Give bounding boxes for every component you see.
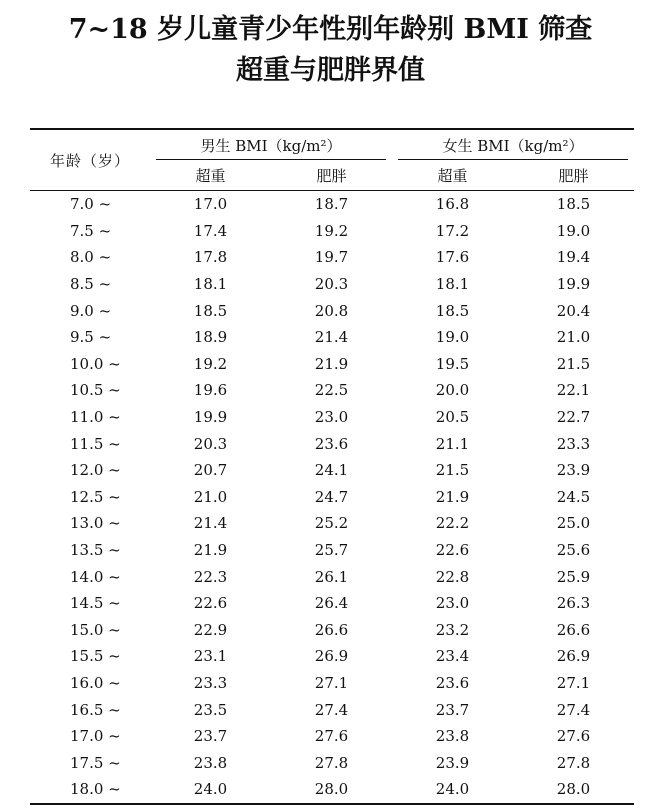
- male-overweight-cell: 18.1: [193, 275, 228, 294]
- male-obese-cell: 20.8: [314, 301, 349, 320]
- male-obese-cell: 25.7: [314, 541, 349, 560]
- male-overweight-cell: 21.4: [193, 514, 228, 533]
- table-row: [30, 191, 634, 218]
- male-overweight-cell: 17.4: [193, 221, 228, 240]
- female-overweight-cell: 17.2: [435, 221, 470, 240]
- age-cell: 16.5 ~: [70, 700, 121, 719]
- table-row: [30, 297, 634, 324]
- table-row: [30, 696, 634, 723]
- table-row: [30, 590, 634, 617]
- age-cell: 14.0 ~: [70, 567, 121, 586]
- female-obese-cell: 18.5: [556, 195, 591, 214]
- age-cell: 7.5 ~: [70, 221, 112, 240]
- male-obese-cell: 26.6: [314, 620, 349, 639]
- male-overweight-cell: 21.9: [193, 541, 228, 560]
- female-overweight-cell: 23.8: [435, 727, 470, 746]
- age-cell: 12.5 ~: [70, 487, 121, 506]
- male-obese-cell: 27.4: [314, 700, 349, 719]
- female-obese-cell: 21.5: [556, 354, 591, 373]
- female-overweight-cell: 17.6: [435, 248, 470, 267]
- male-overweight-cell: 17.0: [193, 195, 228, 214]
- table-row: [30, 723, 634, 750]
- female-overweight-cell: 16.8: [435, 195, 470, 214]
- female-obese-cell: 25.9: [556, 567, 591, 586]
- male-overweight-cell: 20.7: [193, 461, 228, 480]
- male-obese-cell: 26.9: [314, 647, 349, 666]
- female-overweight-header: 超重: [437, 166, 468, 185]
- male-obese-cell: 24.1: [314, 461, 349, 480]
- male-obese-cell: 26.1: [314, 567, 349, 586]
- table-row: [30, 563, 634, 590]
- male-obese-cell: 27.6: [314, 727, 349, 746]
- table-row: [30, 218, 634, 245]
- table-row: [30, 457, 634, 484]
- male-bmi-header: [150, 129, 392, 160]
- female-obese-cell: 26.3: [556, 594, 591, 613]
- female-obese-cell: 23.9: [556, 461, 591, 480]
- male-overweight-cell: 23.3: [193, 673, 228, 692]
- male-overweight-cell: 19.2: [193, 354, 228, 373]
- female-obese-cell: 27.8: [556, 753, 591, 772]
- female-overweight-cell: 23.2: [435, 620, 470, 639]
- male-obese-cell: 25.2: [314, 514, 349, 533]
- female-obese-cell: 28.0: [556, 780, 591, 799]
- male-overweight-cell: 23.1: [193, 647, 228, 666]
- table-row: [30, 643, 634, 670]
- age-cell: 10.5 ~: [70, 381, 121, 400]
- male-obese-cell: 23.6: [314, 434, 349, 453]
- age-cell: 15.0 ~: [70, 620, 121, 639]
- age-cell: 17.5 ~: [70, 753, 121, 772]
- male-obese-cell: 21.4: [314, 328, 349, 347]
- title-line-2: 超重与肥胖界值: [236, 55, 425, 86]
- male-obese-cell: 19.7: [314, 248, 349, 267]
- female-obese-cell: 25.6: [556, 541, 591, 560]
- female-overweight-cell: 21.5: [435, 461, 470, 480]
- age-cell: 11.0 ~: [70, 408, 121, 427]
- female-obese-cell: 22.1: [556, 381, 591, 400]
- table-row: [30, 670, 634, 697]
- table-header: [30, 129, 634, 191]
- male-overweight-cell: 23.5: [193, 700, 228, 719]
- female-overweight-cell: 22.6: [435, 541, 470, 560]
- table-row: [30, 324, 634, 351]
- female-obese-cell: 27.1: [556, 673, 591, 692]
- table-row: [30, 617, 634, 644]
- female-overweight-cell: 20.0: [435, 381, 470, 400]
- table-row: [30, 430, 634, 457]
- female-obese-cell: 20.4: [556, 301, 591, 320]
- male-obese-cell: 22.5: [314, 381, 349, 400]
- age-cell: 9.0 ~: [70, 301, 112, 320]
- female-bmi-header: [392, 129, 634, 160]
- female-overweight-cell: 18.1: [435, 275, 470, 294]
- age-cell: 8.0 ~: [70, 248, 112, 267]
- male-overweight-cell: 24.0: [193, 780, 228, 799]
- table-row: [30, 510, 634, 537]
- male-obese-cell: 23.0: [314, 408, 349, 427]
- female-obese-cell: 25.0: [556, 514, 591, 533]
- table-row: [30, 749, 634, 776]
- age-cell: 16.0 ~: [70, 673, 121, 692]
- male-obese-cell: 20.3: [314, 275, 349, 294]
- age-cell: 10.0 ~: [70, 354, 121, 373]
- title-line-1: 7~18 岁儿童青少年性别年龄别 BMI 筛查: [68, 14, 593, 45]
- female-obese-cell: 27.6: [556, 727, 591, 746]
- male-obese-cell: 28.0: [314, 780, 349, 799]
- male-obese-cell: 19.2: [314, 221, 349, 240]
- male-header-rule: [156, 159, 386, 160]
- male-overweight-cell: 18.9: [193, 328, 228, 347]
- table-row: [30, 484, 634, 511]
- female-obese-cell: 27.4: [556, 700, 591, 719]
- age-cell: 13.5 ~: [70, 541, 121, 560]
- female-overweight-cell: 20.5: [435, 408, 470, 427]
- female-overweight-cell: 23.0: [435, 594, 470, 613]
- bmi-table: [30, 128, 634, 805]
- table-row: [30, 404, 634, 431]
- female-obese-cell: 22.7: [556, 408, 591, 427]
- female-overweight-cell: 21.1: [435, 434, 470, 453]
- male-overweight-cell: 22.9: [193, 620, 228, 639]
- age-cell: 13.0 ~: [70, 514, 121, 533]
- table-body: [30, 191, 634, 804]
- female-overweight-cell: 21.9: [435, 487, 470, 506]
- female-overweight-cell: 19.0: [435, 328, 470, 347]
- male-obese-cell: 26.4: [314, 594, 349, 613]
- female-overweight-cell: 18.5: [435, 301, 470, 320]
- age-cell: 8.5 ~: [70, 275, 112, 294]
- male-bmi-header-label: 男生 BMI（kg/m²）: [200, 136, 342, 155]
- age-cell: 14.5 ~: [70, 594, 121, 613]
- female-obese-cell: 21.0: [556, 328, 591, 347]
- female-obese-cell: 23.3: [556, 434, 591, 453]
- male-overweight-cell: 20.3: [193, 434, 228, 453]
- male-overweight-cell: 17.8: [193, 248, 228, 267]
- male-overweight-cell: 23.7: [193, 727, 228, 746]
- male-overweight-cell: 19.9: [193, 408, 228, 427]
- female-header-rule: [398, 159, 628, 160]
- age-column-header: 年龄（岁）: [49, 151, 130, 170]
- female-obese-cell: 19.0: [556, 221, 591, 240]
- female-overweight-cell: 23.6: [435, 673, 470, 692]
- age-cell: 18.0 ~: [70, 780, 121, 799]
- table-row: [30, 244, 634, 271]
- female-overweight-cell: 19.5: [435, 354, 470, 373]
- age-cell: 12.0 ~: [70, 461, 121, 480]
- female-obese-cell: 24.5: [556, 487, 591, 506]
- age-cell: 7.0 ~: [70, 195, 112, 214]
- age-cell: 9.5 ~: [70, 328, 112, 347]
- male-overweight-cell: 19.6: [193, 381, 228, 400]
- male-overweight-cell: 22.3: [193, 567, 228, 586]
- male-obese-cell: 24.7: [314, 487, 349, 506]
- female-bmi-header-label: 女生 BMI（kg/m²）: [442, 136, 584, 155]
- male-overweight-cell: 21.0: [193, 487, 228, 506]
- male-obese-cell: 27.8: [314, 753, 349, 772]
- male-obese-cell: 27.1: [314, 673, 349, 692]
- table-row: [30, 537, 634, 564]
- female-obese-header: 肥胖: [558, 166, 589, 185]
- male-obese-header: 肥胖: [316, 166, 347, 185]
- male-overweight-cell: 23.8: [193, 753, 228, 772]
- female-obese-cell: 19.9: [556, 275, 591, 294]
- table-row: [30, 271, 634, 298]
- female-overweight-cell: 22.8: [435, 567, 470, 586]
- male-overweight-cell: 18.5: [193, 301, 228, 320]
- female-obese-cell: 26.6: [556, 620, 591, 639]
- female-overweight-cell: 23.4: [435, 647, 470, 666]
- female-overweight-cell: 23.7: [435, 700, 470, 719]
- age-cell: 15.5 ~: [70, 647, 121, 666]
- table-row: [30, 351, 634, 378]
- table-row: [30, 377, 634, 404]
- female-obese-cell: 19.4: [556, 248, 591, 267]
- female-obese-cell: 26.9: [556, 647, 591, 666]
- male-obese-cell: 18.7: [314, 195, 349, 214]
- female-overweight-cell: 22.2: [435, 514, 470, 533]
- age-cell: 11.5 ~: [70, 434, 121, 453]
- female-overweight-cell: 24.0: [435, 780, 470, 799]
- male-overweight-header: 超重: [195, 166, 226, 185]
- age-cell: 17.0 ~: [70, 727, 121, 746]
- male-overweight-cell: 22.6: [193, 594, 228, 613]
- table-row: [30, 776, 634, 804]
- male-obese-cell: 21.9: [314, 354, 349, 373]
- female-overweight-cell: 23.9: [435, 753, 470, 772]
